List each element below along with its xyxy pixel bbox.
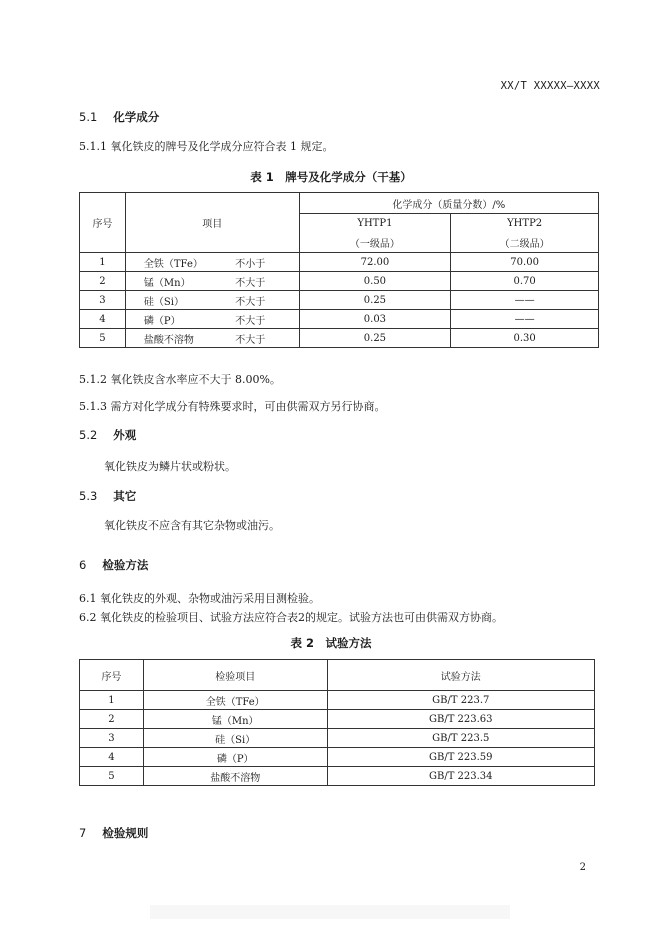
watermark: [150, 905, 510, 919]
table1-cell-no: 4: [80, 310, 126, 329]
table-row: [80, 272, 599, 291]
table2-cell-no: 3: [80, 729, 144, 748]
table1-cell-no: 2: [80, 272, 126, 291]
table1-cell-item: 磷（P）: [125, 310, 235, 329]
table1-header-item: 项目: [125, 193, 299, 253]
table-row: [80, 310, 599, 329]
table1-cell-limit: 不大于: [235, 310, 299, 329]
table2-cell-method: GB/T 223.34: [327, 767, 594, 786]
table2-cell-item: 锰（Mn）: [143, 710, 327, 729]
clause-5-1-1: 5.1.1 氧化铁皮的牌号及化学成分应符合表 1 规定。: [79, 140, 334, 153]
table2-cell-no: 5: [80, 767, 144, 786]
section-5-1-heading: 5.1 化学成分: [79, 110, 160, 124]
table2: [79, 659, 595, 786]
table2-cell-item: 磷（P）: [143, 748, 327, 767]
table2-header-no: 序号: [80, 660, 144, 691]
table1-cell-limit: 不小于: [235, 253, 299, 272]
table-row: [80, 291, 599, 310]
table1-header-yhtp1: YHTP1: [299, 214, 451, 234]
table1-cell-yhtp1: 0.25: [299, 329, 451, 348]
table2-cell-method: GB/T 223.59: [327, 748, 594, 767]
section-7-heading: 7 检验规则: [79, 826, 149, 840]
clause-5-2-text: 氧化铁皮为鳞片状或粉状。: [104, 460, 236, 473]
page-number: 2: [579, 862, 586, 873]
table2-header-method: 试验方法: [327, 660, 594, 691]
table-row: [80, 729, 595, 748]
table2-cell-item: 全铁（TFe）: [143, 691, 327, 710]
table2-cell-item: 盐酸不溶物: [143, 767, 327, 786]
table2-cell-method: GB/T 223.5: [327, 729, 594, 748]
table1-cell-yhtp1: 0.50: [299, 272, 451, 291]
clause-6-1: 6.1 氧化铁皮的外观、杂物或油污采用目测检验。: [79, 592, 320, 605]
table-row: [80, 748, 595, 767]
table1-header-group: 化学成分（质量分数）/%: [299, 193, 598, 214]
table-row: [80, 253, 599, 272]
table1-cell-limit: 不大于: [235, 291, 299, 310]
table1-cell-yhtp2: 0.30: [451, 329, 599, 348]
table1-cell-yhtp1: 72.00: [299, 253, 451, 272]
table1-header-yhtp1-grade: （一级品）: [299, 233, 451, 253]
table1-cell-item: 硅（Si）: [125, 291, 235, 310]
table1-cell-item: 全铁（TFe）: [125, 253, 235, 272]
section-5-2-heading: 5.2 外观: [79, 428, 137, 442]
section-6-heading: 6 检验方法: [79, 558, 149, 572]
table1: [79, 192, 599, 348]
table2-cell-method: GB/T 223.63: [327, 710, 594, 729]
table-row: [80, 767, 595, 786]
table1-cell-yhtp1: 0.03: [299, 310, 451, 329]
table1-cell-yhtp2: 70.00: [451, 253, 599, 272]
table1-cell-limit: 不大于: [235, 272, 299, 291]
table1-cell-item: 盐酸不溶物: [125, 329, 235, 348]
table2-cell-item: 硅（Si）: [143, 729, 327, 748]
table1-header-yhtp2: YHTP2: [451, 214, 599, 234]
table2-cell-method: GB/T 223.7: [327, 691, 594, 710]
table1-header-no: 序号: [80, 193, 126, 253]
table2-cell-no: 4: [80, 748, 144, 767]
section-5-3-heading: 5.3 其它: [79, 489, 137, 503]
table-row: [80, 329, 599, 348]
clause-6-2: 6.2 氧化铁皮的检验项目、试验方法应符合表2的规定。试验方法也可由供需双方协商。: [79, 611, 503, 624]
table1-caption: 表 1 牌号及化学成分（干基）: [250, 170, 412, 184]
table2-cell-no: 1: [80, 691, 144, 710]
table1-cell-item: 锰（Mn）: [125, 272, 235, 291]
table1-cell-yhtp2: 0.70: [451, 272, 599, 291]
table1-cell-no: 5: [80, 329, 126, 348]
table2-caption: 表 2 试验方法: [290, 636, 372, 650]
table1-header-yhtp2-grade: （二级品）: [451, 233, 599, 253]
clause-5-1-2: 5.1.2 氧化铁皮含水率应不大于 8.00%。: [79, 373, 281, 386]
clause-5-1-3: 5.1.3 需方对化学成分有特殊要求时，可由供需双方另行协商。: [79, 400, 386, 413]
table1-cell-yhtp2: ——: [451, 310, 599, 329]
clause-5-3-text: 氧化铁皮不应含有其它杂物或油污。: [104, 519, 280, 532]
table2-cell-no: 2: [80, 710, 144, 729]
table2-header-item: 检验项目: [143, 660, 327, 691]
standard-code: XX/T XXXXX—XXXX: [500, 80, 600, 92]
table-row: [80, 710, 595, 729]
table1-cell-limit: 不大于: [235, 329, 299, 348]
table1-cell-yhtp2: ——: [451, 291, 599, 310]
table-row: [80, 691, 595, 710]
table1-cell-no: 1: [80, 253, 126, 272]
table1-cell-no: 3: [80, 291, 126, 310]
table1-cell-yhtp1: 0.25: [299, 291, 451, 310]
